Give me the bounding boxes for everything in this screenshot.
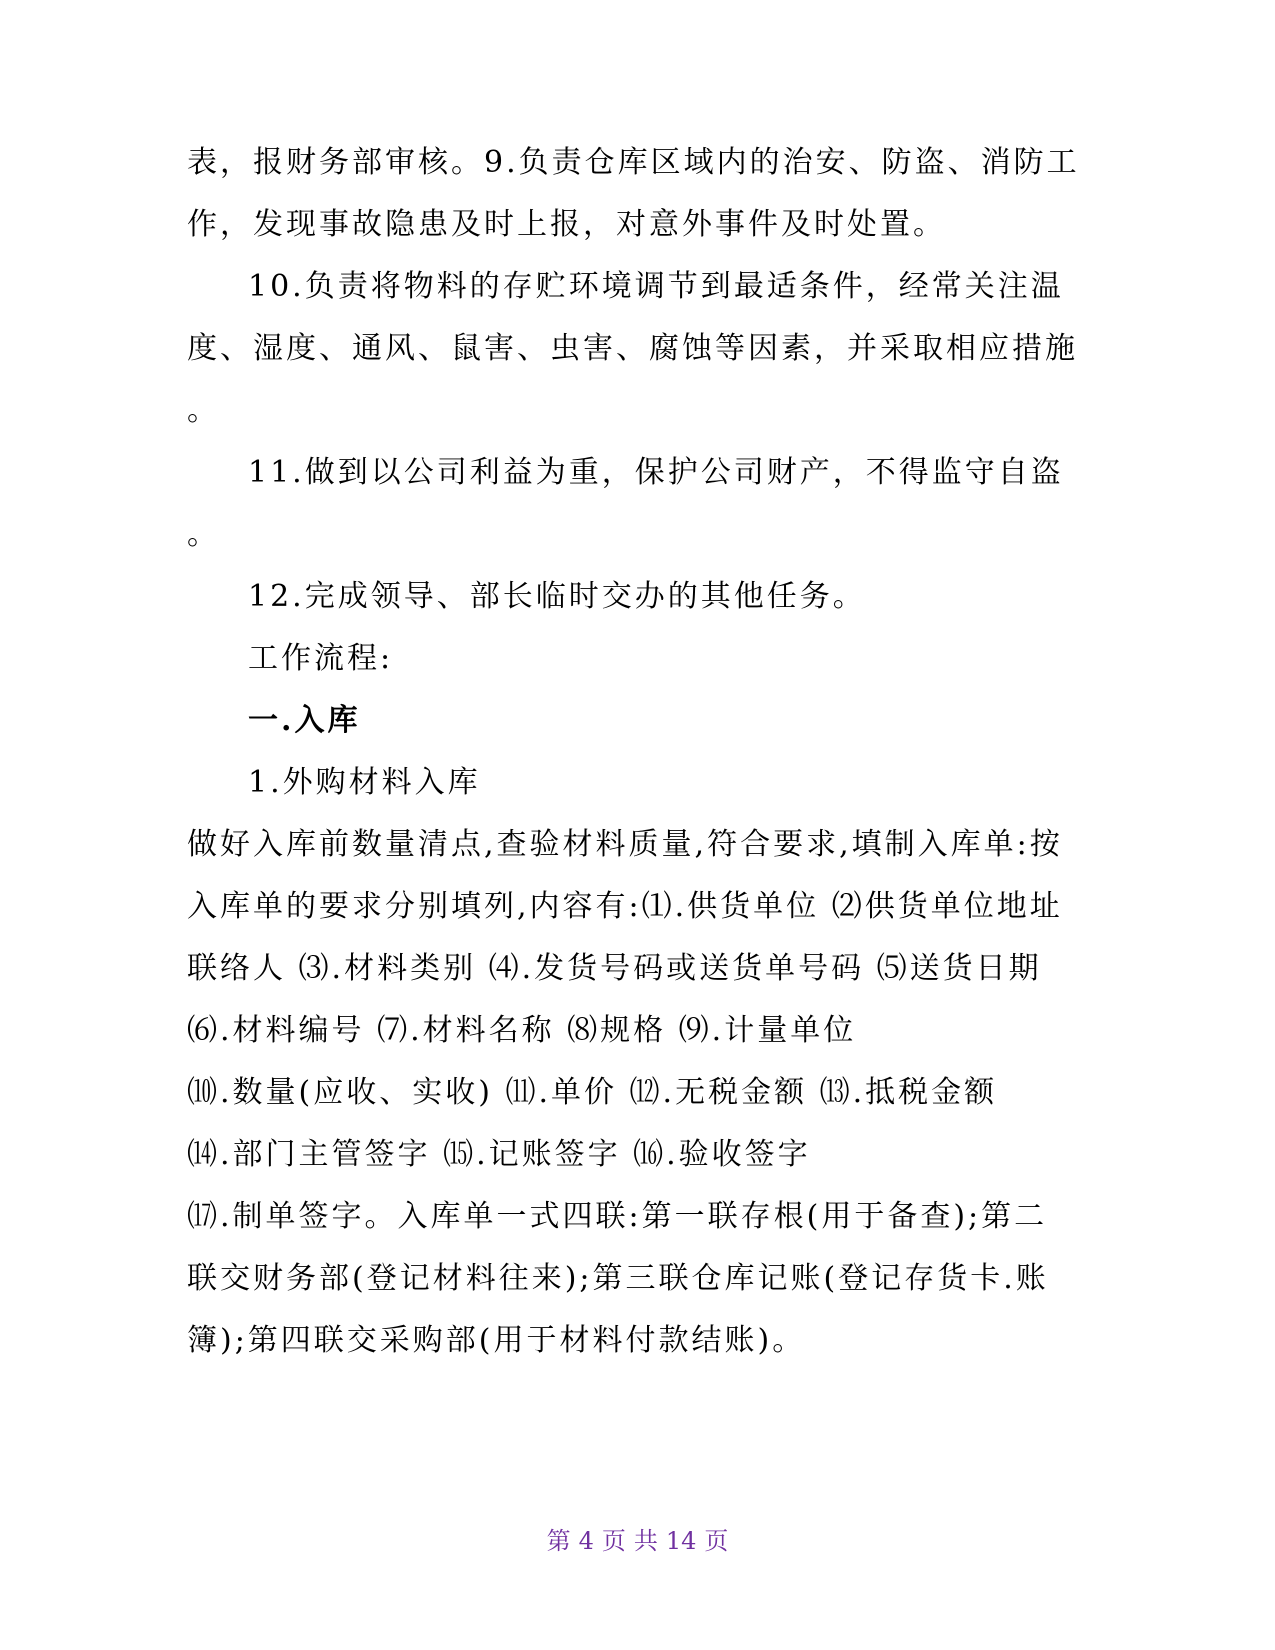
body-text-line: 。 (187, 393, 220, 428)
body-text-line: 联络人 ⑶.材料类别 ⑷.发货号码或送货单号码 ⑸送货日期 (187, 951, 1042, 986)
footer-total-prefix: 共 (633, 1527, 658, 1555)
body-text-line: 入库单的要求分别填列,内容有:⑴.供货单位 ⑵供货单位地址 (187, 889, 1063, 924)
body-text-line: ⑹.材料编号 ⑺.材料名称 ⑻规格 ⑼.计量单位 (187, 1013, 857, 1048)
footer-prefix: 第 (546, 1527, 571, 1555)
footer-suffix: 页 (704, 1527, 729, 1555)
paragraph-12-line: 12.完成领导、部长临时交办的其他任务。 (248, 579, 866, 614)
workflow-label: 工作流程: (248, 641, 394, 676)
body-text-line: 联交财务部(登记材料往来);第三联仓库记账(登记存货卡.账 (187, 1261, 1049, 1296)
body-text-line: 。 (187, 517, 220, 552)
footer-mid: 页 (601, 1527, 626, 1555)
body-text-line: ⑽.数量(应收、实收) ⑾.单价 ⑿.无税金额 ⒀.抵税金额 (187, 1075, 998, 1110)
section-heading: 一.入库 (248, 703, 361, 738)
footer-page-total: 14 (665, 1527, 697, 1555)
body-text-line: ⒁.部门主管签字 ⒂.记账签字 ⒃.验收签字 (187, 1137, 811, 1172)
body-text-line: 度、湿度、通风、鼠害、虫害、腐蚀等因素，并采取相应措施 (187, 331, 1078, 366)
page-footer (0, 1526, 1275, 1556)
body-text-line: 表，报财务部审核。9.负责仓库区域内的治安、防盗、消防工 (187, 145, 1080, 180)
body-text-line: 做好入库前数量清点,查验材料质量,符合要求,填制入库单:按 (187, 827, 1063, 862)
subsection-heading: 1.外购材料入库 (248, 765, 481, 800)
body-text-line: 作，发现事故隐患及时上报，对意外事件及时处置。 (187, 207, 946, 242)
body-text-line: 簿);第四联交采购部(用于材料付款结账)。 (187, 1323, 806, 1358)
paragraph-10-line: 10.负责将物料的存贮环境调节到最适条件，经常关注温 (248, 269, 1064, 304)
footer-page-current: 4 (578, 1527, 594, 1555)
body-text-line: ⒄.制单签字。入库单一式四联:第一联存根(用于备查);第二 (187, 1199, 1048, 1234)
paragraph-11-line: 11.做到以公司利益为重，保护公司财产，不得监守自盗 (248, 455, 1064, 490)
